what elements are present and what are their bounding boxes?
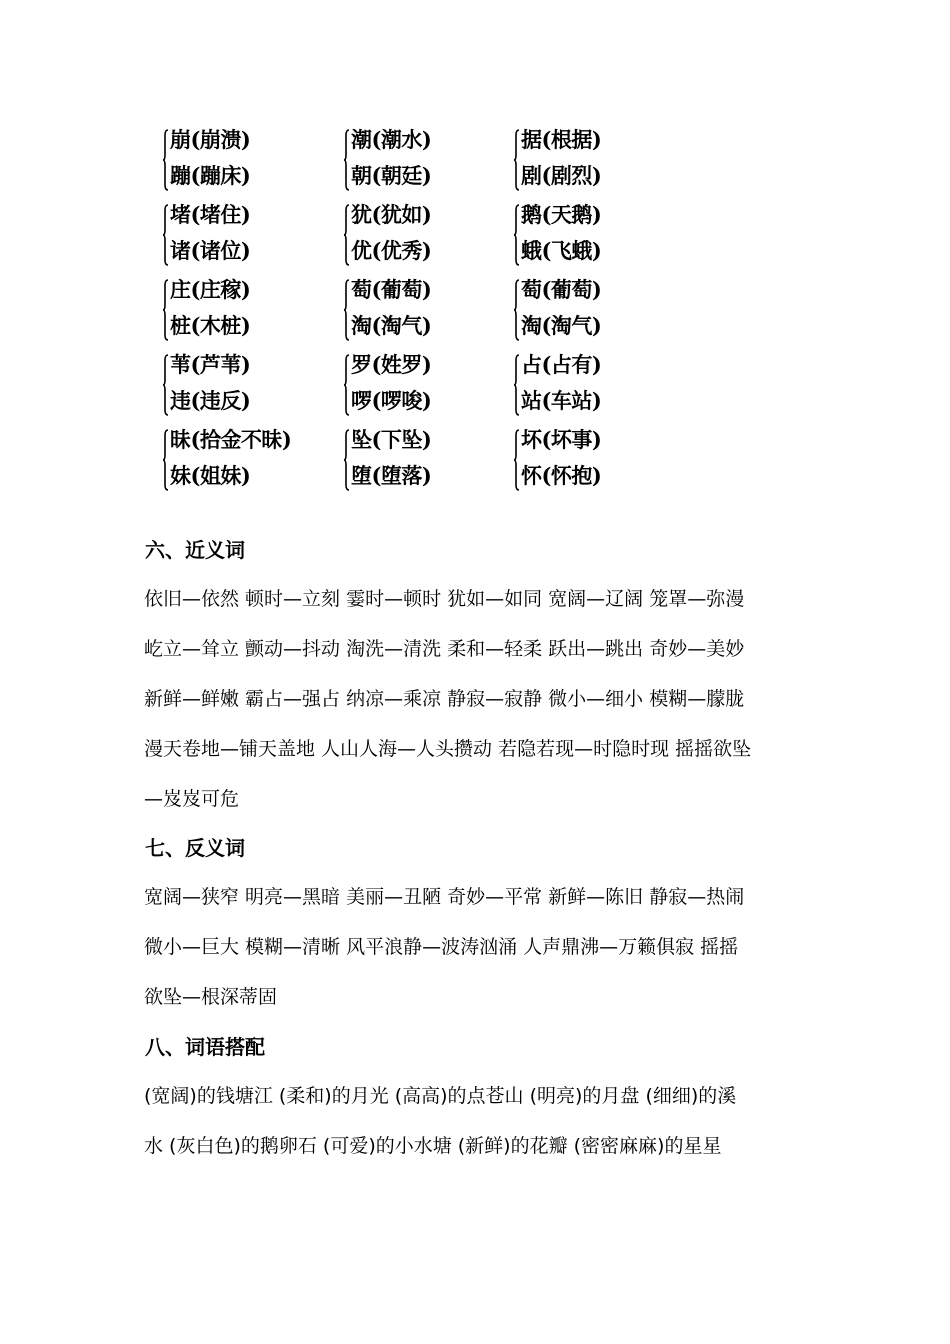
- character-pair: [163, 277, 338, 347]
- left-brace-icon: [163, 129, 169, 191]
- character-pair: [514, 352, 689, 422]
- word-top: 萄(葡萄): [521, 277, 602, 302]
- section6-body: [144, 574, 814, 824]
- word-bottom: 诸(诸位): [170, 238, 251, 263]
- word-bottom: 站(车站): [521, 388, 602, 413]
- left-brace-icon: [163, 429, 169, 491]
- section8-heading: 八、词语搭配: [145, 1035, 265, 1059]
- character-pair: [514, 427, 689, 497]
- section8-body: [144, 1071, 814, 1171]
- text-line: (宽阔)的钱塘江 (柔和)的月光 (高高)的点苍山 (明亮)的月盘 (细细)的溪: [144, 1085, 737, 1107]
- text-line: 欲坠—根深蒂固: [144, 986, 278, 1008]
- word-bottom: 桩(木桩): [170, 313, 251, 338]
- word-top: 萄(葡萄): [351, 277, 432, 302]
- text-line: 微小—巨大 模糊—清晰 风平浪静—波涛汹涌 人声鼎沸—万籁俱寂 摇摇: [144, 936, 739, 958]
- character-pair: [163, 352, 338, 422]
- word-bottom: 违(违反): [170, 388, 251, 413]
- character-pair: [163, 202, 338, 272]
- word-top: 坠(下坠): [351, 427, 432, 452]
- word-bottom: 蛾(飞蛾): [521, 238, 602, 263]
- text-line: 水 (灰白色)的鹅卵石 (可爱)的小水塘 (新鲜)的花瓣 (密密麻麻)的星星: [144, 1135, 722, 1157]
- left-brace-icon: [514, 429, 520, 491]
- left-brace-icon: [344, 129, 350, 191]
- character-pair: [163, 127, 338, 197]
- word-bottom: 剧(剧烈): [521, 163, 602, 188]
- word-bottom: 妹(姐妹): [170, 463, 251, 488]
- word-top: 堵(堵住): [170, 202, 251, 227]
- left-brace-icon: [344, 279, 350, 341]
- left-brace-icon: [344, 354, 350, 416]
- word-top: 罗(姓罗): [351, 352, 432, 377]
- left-brace-icon: [344, 429, 350, 491]
- character-pair: [344, 127, 519, 197]
- text-line: 屹立—耸立 颤动—抖动 淘洗—清洗 柔和—轻柔 跃出—跳出 奇妙—美妙: [144, 638, 745, 660]
- text-line: 漫天卷地—铺天盖地 人山人海—人头攒动 若隐若现—时隐时现 摇摇欲坠: [144, 738, 752, 760]
- word-top: 据(根据): [521, 127, 602, 152]
- left-brace-icon: [514, 354, 520, 416]
- character-pair: [344, 352, 519, 422]
- character-pair: [344, 427, 519, 497]
- word-top: 苇(芦苇): [170, 352, 251, 377]
- word-bottom: 啰(啰唆): [351, 388, 432, 413]
- left-brace-icon: [514, 129, 520, 191]
- character-pair: [514, 127, 689, 197]
- word-bottom: 堕(堕落): [351, 463, 432, 488]
- section7-heading: 七、反义词: [145, 836, 245, 860]
- character-pair: [514, 277, 689, 347]
- section6-heading: 六、近义词: [145, 538, 245, 562]
- word-top: 崩(崩溃): [170, 127, 251, 152]
- word-top: 犹(犹如): [351, 202, 432, 227]
- text-line: 依旧—依然 顿时—立刻 霎时—顿时 犹如—如同 宽阔—辽阔 笼罩—弥漫: [144, 588, 745, 610]
- character-pair: [344, 277, 519, 347]
- left-brace-icon: [163, 354, 169, 416]
- word-bottom: 优(优秀): [351, 238, 432, 263]
- word-top: 昧(拾金不昧): [170, 427, 292, 452]
- word-bottom: 淘(淘气): [351, 313, 432, 338]
- word-top: 坏(坏事): [521, 427, 602, 452]
- left-brace-icon: [163, 279, 169, 341]
- section7-body: [144, 872, 814, 1022]
- text-line: —岌岌可危: [144, 788, 240, 810]
- left-brace-icon: [163, 204, 169, 266]
- character-pair: [344, 202, 519, 272]
- text-line: 宽阔—狭窄 明亮—黑暗 美丽—丑陋 奇妙—平常 新鲜—陈旧 静寂—热闹: [144, 886, 745, 908]
- word-bottom: 怀(怀抱): [521, 463, 602, 488]
- left-brace-icon: [514, 204, 520, 266]
- text-line: 新鲜—鲜嫩 霸占—强占 纳凉—乘凉 静寂—寂静 微小—细小 模糊—朦胧: [144, 688, 745, 710]
- word-top: 庄(庄稼): [170, 277, 251, 302]
- character-pair: [163, 427, 338, 497]
- word-bottom: 淘(淘气): [521, 313, 602, 338]
- word-bottom: 朝(朝廷): [351, 163, 432, 188]
- word-top: 潮(潮水): [351, 127, 432, 152]
- left-brace-icon: [514, 279, 520, 341]
- word-top: 鹅(天鹅): [521, 202, 602, 227]
- word-bottom: 蹦(蹦床): [170, 163, 251, 188]
- left-brace-icon: [344, 204, 350, 266]
- character-pair: [514, 202, 689, 272]
- word-top: 占(占有): [521, 352, 602, 377]
